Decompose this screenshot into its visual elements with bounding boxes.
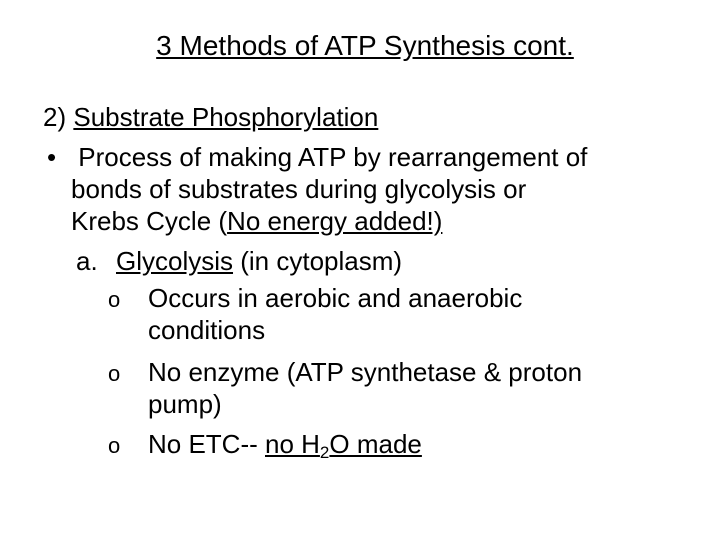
point-3-underlined: [265, 429, 422, 462]
point-marker: o: [108, 287, 121, 312]
section-number: 2): [43, 102, 67, 132]
section-heading: [43, 101, 378, 133]
slide-title: 3 Methods of ATP Synthesis cont.: [156, 30, 574, 61]
point-marker: o: [108, 361, 121, 386]
point-marker: o: [108, 433, 121, 458]
point-3-prefix: No ETC--: [148, 429, 265, 459]
point-3-subscript: 2: [319, 443, 330, 462]
point-1-text-2: conditions: [148, 315, 266, 345]
subitem-glycolysis: [76, 245, 402, 277]
subitem-label: Glycolysis: [116, 246, 234, 276]
bullet-line-3: [71, 205, 442, 237]
point-1-line-1: [108, 282, 522, 316]
point-2-text-2: pump): [148, 389, 222, 419]
subitem-marker: a.: [76, 246, 98, 276]
bullet-text-1: Process of making ATP by rearrangement of: [78, 142, 588, 172]
bullet-text-2: bonds of substrates during glycolysis or: [71, 174, 527, 204]
bullet-text-3-prefix: Krebs Cycle (: [71, 206, 228, 236]
point-2-line-1: [108, 356, 582, 390]
point-1-text-1: Occurs in aerobic and anaerobic: [148, 283, 523, 313]
bullet-marker: •: [47, 142, 57, 172]
subitem-rest: (in cytoplasm): [233, 246, 403, 276]
point-3-line-1: [108, 428, 422, 462]
point-2-line-2: [148, 388, 222, 420]
point-3-underlined-post: O made: [329, 429, 422, 459]
point-1-line-2: [148, 314, 265, 346]
section-heading-text: Substrate Phosphorylation: [73, 102, 379, 132]
bullet-text-3-underlined: No energy added!): [227, 206, 443, 236]
point-2-text-1: No enzyme (ATP synthetase & proton: [148, 357, 583, 387]
point-3-underlined-pre: no H: [265, 429, 320, 459]
bullet-line-2: [71, 173, 526, 205]
bullet-line-1: [47, 141, 587, 173]
